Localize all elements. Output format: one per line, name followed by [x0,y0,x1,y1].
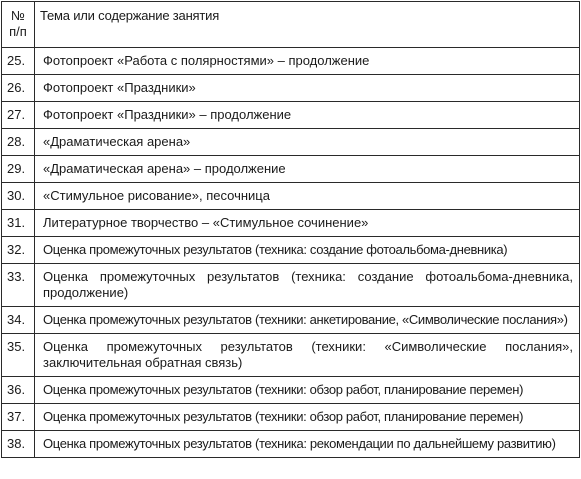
row-topic: Оценка промежуточных результатов (техники: обзор работ, планирование перемен) [35,377,580,404]
table-row [2,75,580,102]
table-row [2,102,580,129]
row-topic: Оценка промежуточных результатов (техника: создание фотоальбома-дневника, продолжение) [35,264,580,307]
topic-column-header: Тема или содержание занятия [35,2,580,48]
header-row [2,2,580,48]
row-number: 33. [2,264,35,307]
lesson-plan-table [1,1,580,458]
table-row [2,334,580,377]
row-number: 37. [2,404,35,431]
row-number: 36. [2,377,35,404]
row-number: 31. [2,210,35,237]
row-topic: Оценка промежуточных результатов (техники: обзор работ, планирование перемен) [35,404,580,431]
row-topic: Фотопроект «Работа с полярностями» – продолжение [35,48,580,75]
number-header-symbol: № [11,8,25,23]
number-header-abbrev: п/п [9,24,27,39]
table-header [2,2,580,48]
row-topic: Оценка промежуточных результатов (техника: рекомендации по дальнейшему развитию) [35,431,580,458]
table-row [2,129,580,156]
row-number: 26. [2,75,35,102]
table-row [2,183,580,210]
table-row [2,404,580,431]
row-number: 25. [2,48,35,75]
row-number: 34. [2,307,35,334]
row-number: 28. [2,129,35,156]
table-body [2,48,580,458]
row-topic: «Драматическая арена» [35,129,580,156]
row-topic: Фотопроект «Праздники» [35,75,580,102]
row-number: 32. [2,237,35,264]
row-topic: Фотопроект «Праздники» – продолжение [35,102,580,129]
row-topic: «Стимульное рисование», песочница [35,183,580,210]
row-topic: Оценка промежуточных результатов (техники: «Символические послания», заключительная обратная связь) [35,334,580,377]
row-topic: Литературное творчество – «Стимульное сочинение» [35,210,580,237]
number-column-header [2,2,35,48]
row-topic: «Драматическая арена» – продолжение [35,156,580,183]
table-row [2,307,580,334]
table-row [2,156,580,183]
table-row [2,48,580,75]
row-number: 27. [2,102,35,129]
table-row [2,377,580,404]
row-number: 30. [2,183,35,210]
table-row [2,431,580,458]
table-row [2,264,580,307]
row-number: 38. [2,431,35,458]
table-row [2,237,580,264]
row-topic: Оценка промежуточных результатов (техника: создание фотоальбома-дневника) [35,237,580,264]
row-topic: Оценка промежуточных результатов (техники: анкетирование, «Символические послания») [35,307,580,334]
row-number: 29. [2,156,35,183]
table-row [2,210,580,237]
row-number: 35. [2,334,35,377]
